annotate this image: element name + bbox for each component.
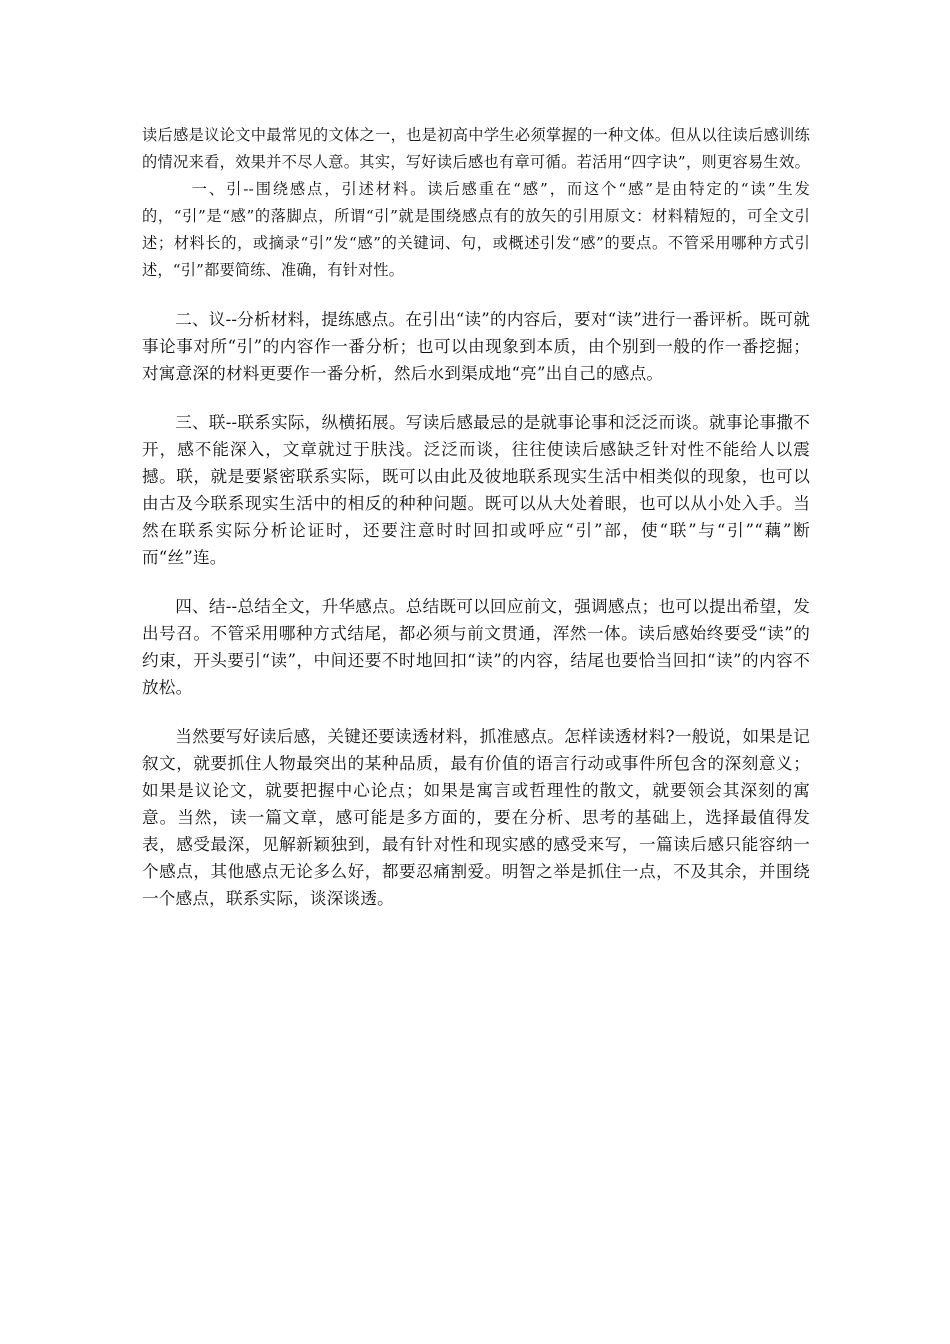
intro-text: 读后感是议论文中最常见的文体之一，也是初高中学生必须掌握的一种文体。但从以往读后感训练的情况来看，效果并不尽人意。其实，写好读后感也有章可循。若活用“四字诀”，则更容易生效。 <box>142 126 810 171</box>
paragraph-conclusion: 当然要写好读后感，关键还要读透材料，抓准感点。怎样读透材料?一般说，如果是记叙文，就要抓住人物最突出的某种品质，最有价值的语言行动或事件所包含的深刻意义；如果是议论文，就要把握中心论点；如果是寓言或哲理性的散文，就要领会其深刻的寓意。当然，读一篇文章，感可能是多方面的，要在分析、思考的基础上，选择最值得发表，感受最深，见解新颖独到，最有针对性和现实感的感受来写，一篇读后感只能容纳一个感点，其他感点无论多么好，都要忍痛割爱。明智之举是抓住一点，不及其余，并围绕一个感点，联系实际，谈深谈透。 <box>142 727 810 908</box>
paragraph-intro <box>142 122 810 284</box>
section-yin-text: 一、引--围绕感点，引述材料。读后感重在“感”，而这个“感”是由特定的“读”生发的，“引”是“感”的落脚点，所谓“引”就是围绕感点有的放矢的引用原文：材料精短的，可全文引述；材料长的，或摘录“引”发“感”的关键词、句，或概述引发“感”的要点。不管采用哪种方式引述，“引”都要简练、准确，有针对性。 <box>142 180 810 279</box>
paragraph-section-lian: 三、联--联系实际，纵横拓展。写读后感最忌的是就事论事和泛泛而谈。就事论事撒不开，感不能深入，文章就过于肤浅。泛泛而谈，往往使读后感缺乏针对性不能给人以震撼。联，就是要紧密联系实际，既可以由此及彼地联系现实生活中相类似的现象，也可以由古及今联系现实生活中的相反的种种问题。既可以从大处着眼，也可以从小处入手。当然在联系实际分析论证时，还要注意时时回扣或呼应“引”部，使“联”与“引”“藕”断而“丝”连。 <box>142 413 810 567</box>
paragraph-section-jie: 四、结--总结全文，升华感点。总结既可以回应前文，强调感点；也可以提出希望，发出号召。不管采用哪种方式结尾，都必须与前文贯通，浑然一体。读后感始终要受“读”的约束，开头要引“读”，中间还要不时地回扣“读”的内容，结尾也要恰当回扣“读”的内容不放松。 <box>142 597 810 697</box>
paragraph-section-yi: 二、议--分析材料，提练感点。在引出“读”的内容后，要对“读”进行一番评析。既可就事论事对所“引”的内容作一番分析；也可以由现象到本质，由个别到一般的作一番挖掘；对寓意深的材料更要作一番分析，然后水到渠成地“亮”出自己的感点。 <box>142 310 810 383</box>
document-body <box>142 122 810 912</box>
